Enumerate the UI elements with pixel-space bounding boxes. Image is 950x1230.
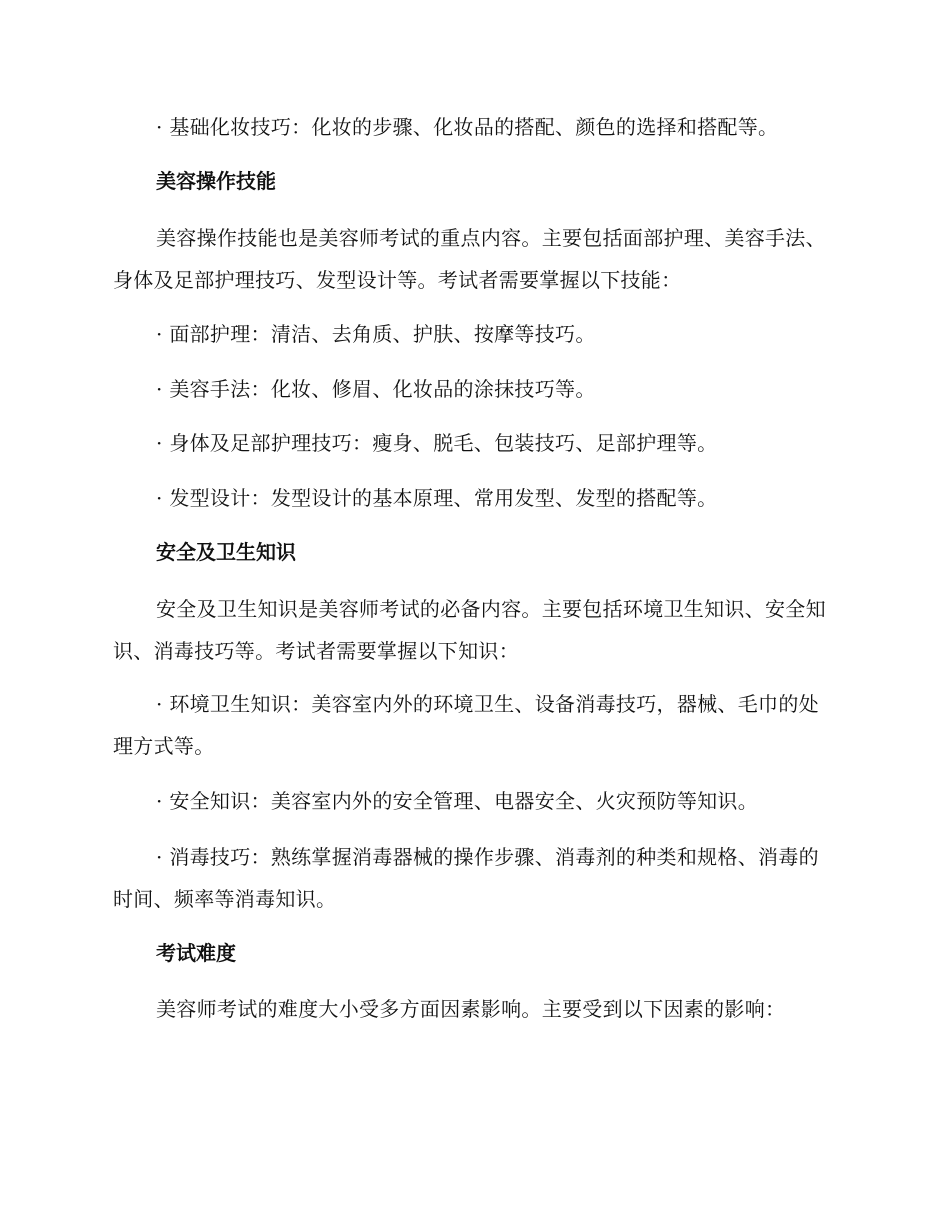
bullet-environment-hygiene: · 环境卫生知识：美容室内外的环境卫生、设备消毒技巧，器械、毛巾的处理方式等。 (113, 692, 819, 758)
bullet-disinfection: · 消毒技巧：熟练掌握消毒器械的操作步骤、消毒剂的种类和规格、消毒的时间、频率等消毒知识。 (113, 845, 819, 911)
bullet-body-foot-care: · 身体及足部护理技巧：瘦身、脱毛、包装技巧、足部护理等。 (156, 431, 718, 455)
bullet-beauty-techniques: · 美容手法：化妆、修眉、化妆品的涂抹技巧等。 (156, 377, 596, 401)
bullet-safety-knowledge: · 安全知识：美容室内外的安全管理、电器安全、火灾预防等知识。 (156, 789, 759, 813)
intro-beauty-skills: 美容操作技能也是美容师考试的重点内容。主要包括面部护理、美容手法、身体及足部护理技巧、发型设计等。考试者需要掌握以下技能： (113, 226, 826, 292)
bullet-basic-makeup: · 基础化妆技巧：化妆的步骤、化妆品的搭配、颜色的选择和搭配等。 (156, 115, 779, 139)
intro-safety-hygiene: 安全及卫生知识是美容师考试的必备内容。主要包括环境卫生知识、安全知识、消毒技巧等。考试者需要掌握以下知识： (113, 597, 826, 663)
heading-exam-difficulty: 考试难度 (156, 941, 236, 965)
intro-exam-difficulty: 美容师考试的难度大小受多方面因素影响。主要受到以下因素的影响： (156, 997, 786, 1021)
heading-beauty-skills: 美容操作技能 (156, 169, 276, 193)
bullet-facial-care: · 面部护理：清洁、去角质、护肤、按摩等技巧。 (156, 322, 596, 346)
bullet-hair-design: · 发型设计：发型设计的基本原理、常用发型、发型的搭配等。 (156, 486, 718, 510)
heading-safety-hygiene: 安全及卫生知识 (156, 540, 296, 564)
